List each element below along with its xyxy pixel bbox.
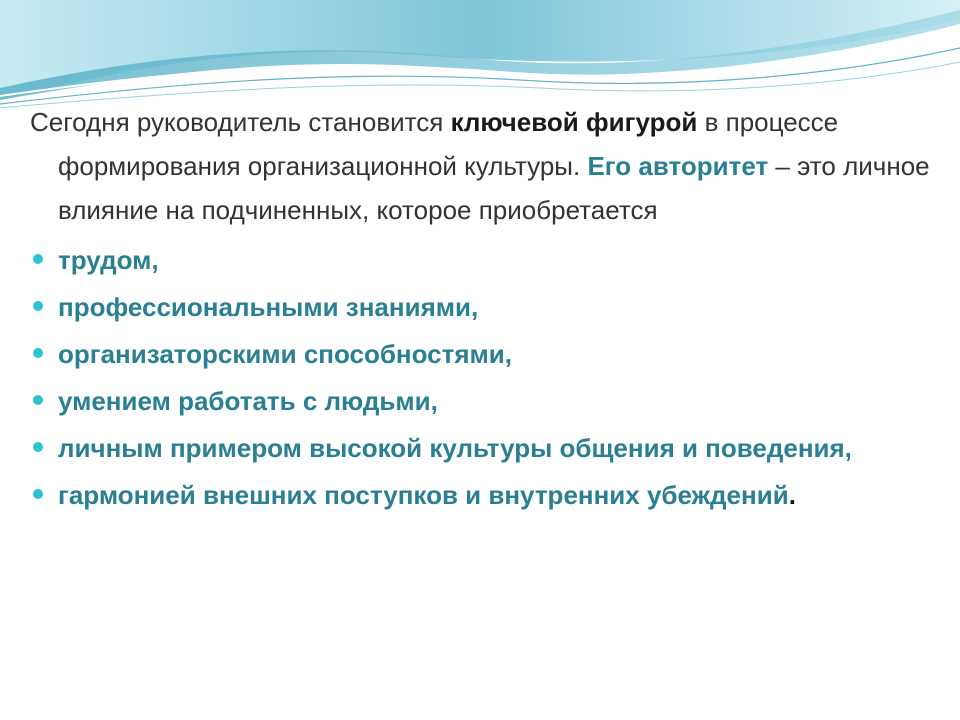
intro-key-phrase: ключевой фигурой bbox=[450, 107, 698, 137]
list-item-text: трудом, bbox=[58, 245, 159, 275]
list-item bbox=[30, 285, 930, 329]
intro-paragraph bbox=[30, 100, 930, 232]
final-punctuation: . bbox=[788, 480, 796, 510]
bullet-dot-icon bbox=[33, 489, 43, 499]
list-item bbox=[30, 473, 930, 517]
intro-text-part2: в процессе формирования организационной культуры. bbox=[58, 107, 839, 181]
bullet-dot-icon bbox=[33, 254, 43, 264]
list-item bbox=[30, 426, 930, 470]
qualities-list bbox=[30, 238, 930, 517]
list-item bbox=[30, 379, 930, 423]
list-item bbox=[30, 332, 930, 376]
list-item-text: гармонией внешних поступков и внутренних убеждений bbox=[58, 480, 789, 510]
list-item-text: умением работать с людьми, bbox=[58, 386, 438, 416]
list-item-text: личным примером высокой культуры общения и поведения, bbox=[58, 433, 852, 463]
wave-header-decoration bbox=[0, 0, 960, 110]
bullet-dot-icon bbox=[33, 395, 43, 405]
list-item-text: профессиональными знаниями, bbox=[58, 292, 479, 322]
intro-text-part3: – это личное влияние на подчиненных, которое приобретается bbox=[58, 151, 930, 225]
bullet-dot-icon bbox=[33, 301, 43, 311]
bullet-dot-icon bbox=[33, 348, 43, 358]
intro-text-part1: Сегодня руководитель становится bbox=[30, 107, 451, 137]
list-item bbox=[30, 238, 930, 282]
list-item-text: организаторскими способностями, bbox=[58, 339, 512, 369]
bullet-dot-icon bbox=[33, 442, 43, 452]
intro-accent-phrase: Его авторитет bbox=[587, 151, 769, 181]
slide-content bbox=[30, 100, 930, 520]
